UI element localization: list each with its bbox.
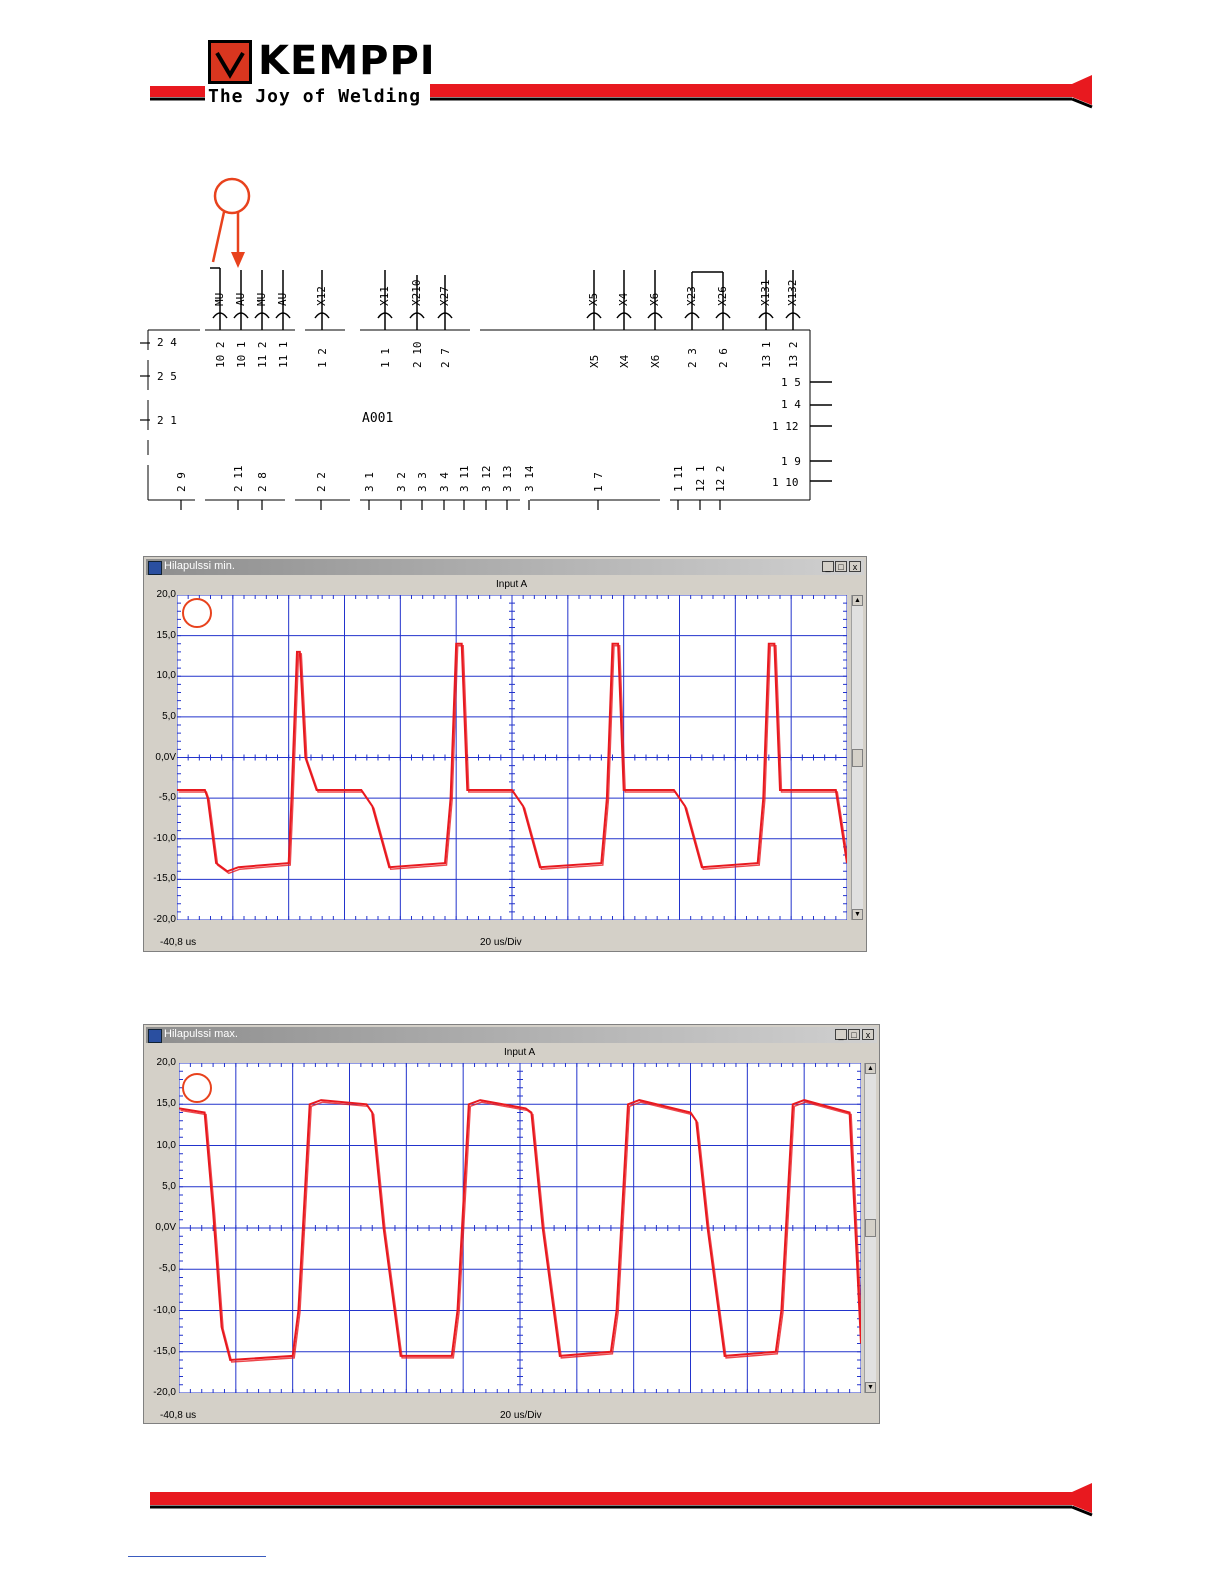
right-pin: 1 10 [772, 476, 799, 489]
vertical-scrollbar[interactable] [864, 1063, 876, 1393]
bottom-pin-number: 3 1 [363, 472, 376, 492]
bottom-pin-number: 2 2 [315, 472, 328, 492]
scroll-down-icon[interactable]: ▼ [852, 909, 863, 920]
connector-label: X23 [685, 286, 698, 306]
window-title: Hilapulssi max. [164, 1028, 238, 1040]
bottom-pin-number: 3 11 [458, 465, 471, 492]
left-pin: 2 5 [157, 370, 177, 383]
connector-pin-number: 10 2 [214, 341, 227, 368]
connector-label: X6 [648, 292, 661, 306]
connector-label: X5 [587, 292, 600, 306]
bottom-pin-number: 3 4 [438, 472, 451, 492]
input-label: Input A [504, 1047, 536, 1058]
scroll-thumb[interactable] [865, 1219, 876, 1237]
y-axis-label: 15,0 [156, 629, 176, 641]
y-axis-label: -5,0 [158, 792, 176, 804]
maximize-button[interactable]: □ [835, 561, 847, 572]
connector-pin-number: 11 2 [256, 341, 269, 368]
y-axis-label: 20,0 [156, 589, 176, 600]
bottom-pin-number: 3 2 [395, 472, 408, 492]
scroll-up-icon[interactable]: ▲ [852, 595, 863, 606]
left-pin: 2 1 [157, 414, 177, 427]
bottom-pin-number: 3 3 [416, 472, 429, 492]
scroll-down-icon[interactable]: ▼ [865, 1382, 876, 1393]
window-title: Hilapulssi min. [164, 560, 235, 572]
connector-label: X12 [315, 286, 328, 306]
input-label: Input A [496, 579, 528, 590]
scroll-up-icon[interactable]: ▲ [865, 1063, 876, 1074]
plot-area [177, 595, 847, 920]
time-scale: 20 us/Div [500, 1410, 542, 1421]
bottom-pin-number: 12 1 [694, 465, 707, 492]
y-axis-label: 10,0 [156, 670, 176, 682]
bottom-pin-number: 3 12 [480, 465, 493, 492]
right-pin: 1 12 [772, 420, 799, 433]
bottom-pin-number: 1 7 [592, 472, 605, 492]
footer-link-underline [128, 1556, 266, 1557]
scope-window-max [143, 1024, 880, 1424]
connector-label: X4 [617, 292, 630, 306]
time-scale: 20 us/Div [480, 937, 522, 948]
right-pin: 1 9 [781, 455, 801, 468]
y-axis-label: 5,0 [162, 1180, 176, 1192]
connector-label: MU [213, 292, 226, 306]
annotation-circle [182, 1073, 212, 1103]
scroll-thumb[interactable] [852, 749, 863, 767]
right-pin: 1 4 [781, 398, 801, 411]
y-axis-label: -15,0 [153, 1345, 176, 1357]
plot-area [179, 1063, 861, 1393]
connector-label: X210 [410, 279, 423, 306]
scope-app-icon [148, 561, 162, 575]
bottom-pin-number: 2 8 [256, 472, 269, 492]
connector-label: X131 [759, 279, 772, 306]
window-titlebar [146, 1027, 877, 1043]
y-axis-label: -20,0 [153, 914, 176, 925]
connector-label: AU [234, 292, 247, 306]
connector-pin-number: 13 1 [760, 341, 773, 368]
waveform-plot [179, 1063, 861, 1393]
y-axis-label: 0,0V [155, 1222, 176, 1233]
y-axis-label: 0,0V [155, 751, 176, 763]
brand-tagline: The Joy of Welding [208, 86, 422, 107]
connector-pin-number: 2 7 [439, 348, 452, 368]
left-pin: 2 4 [157, 336, 177, 349]
connector-pin-number: 10 1 [235, 341, 248, 368]
bottom-pin-number: 3 14 [523, 465, 536, 492]
y-axis-label: -20,0 [153, 1387, 176, 1398]
bottom-pin-number: 12 2 [714, 465, 727, 492]
connector-label: X26 [716, 286, 729, 306]
connector-label: X11 [378, 286, 391, 306]
waveform-trace-band [181, 1102, 862, 1362]
connector-pin-number: 2 3 [686, 348, 699, 368]
connector-pin-number: 2 10 [411, 341, 424, 368]
connector-pin-number: 2 6 [717, 348, 730, 368]
connector-pin-number: X4 [618, 354, 631, 368]
connector-pin-number: 13 2 [787, 341, 800, 368]
y-axis-label: 5,0 [162, 710, 176, 722]
minimize-button[interactable]: _ [835, 1029, 847, 1040]
schematic-drawing [0, 0, 1225, 520]
y-axis-label: 15,0 [156, 1098, 176, 1110]
footer-rule [0, 1482, 1225, 1522]
y-axis-label: 20,0 [156, 1057, 176, 1068]
connector-pin-number: X5 [588, 354, 601, 368]
y-axis-label: -10,0 [153, 832, 176, 844]
time-offset: -40,8 us [160, 1410, 197, 1421]
y-axis-label: -5,0 [158, 1263, 176, 1275]
scope-window-min [143, 556, 867, 952]
waveform-plot [177, 595, 847, 920]
right-pin: 1 5 [781, 376, 801, 389]
bottom-pin-number: 1 11 [672, 465, 685, 492]
y-axis-label: -10,0 [153, 1304, 176, 1316]
bottom-pin-number: 2 9 [175, 472, 188, 492]
close-button[interactable]: x [849, 561, 861, 572]
connector-label: X132 [786, 279, 799, 306]
board-label: A001 [362, 411, 394, 426]
connector-label: MU [255, 292, 268, 306]
scope-app-icon [148, 1029, 162, 1043]
brand-name: KEMPPI [258, 38, 436, 84]
connector-label: X27 [438, 286, 451, 306]
bottom-pin-number: 3 13 [501, 465, 514, 492]
time-offset: -40,8 us [160, 937, 197, 948]
minimize-button[interactable]: _ [822, 561, 834, 572]
connector-pin-number: X6 [649, 354, 662, 368]
connector-label: AU [276, 292, 289, 306]
maximize-button[interactable]: □ [848, 1029, 860, 1040]
connector-pin-number: 1 2 [316, 348, 329, 368]
connector-pin-number: 1 1 [379, 348, 392, 368]
vertical-scrollbar[interactable] [851, 595, 863, 920]
connector-pin-number: 11 1 [277, 341, 290, 368]
bottom-pin-number: 2 11 [232, 465, 245, 492]
y-axis-label: -15,0 [153, 873, 176, 885]
window-titlebar [146, 559, 864, 575]
close-button[interactable]: x [862, 1029, 874, 1040]
annotation-circle [182, 598, 212, 628]
y-axis-label: 10,0 [156, 1139, 176, 1151]
